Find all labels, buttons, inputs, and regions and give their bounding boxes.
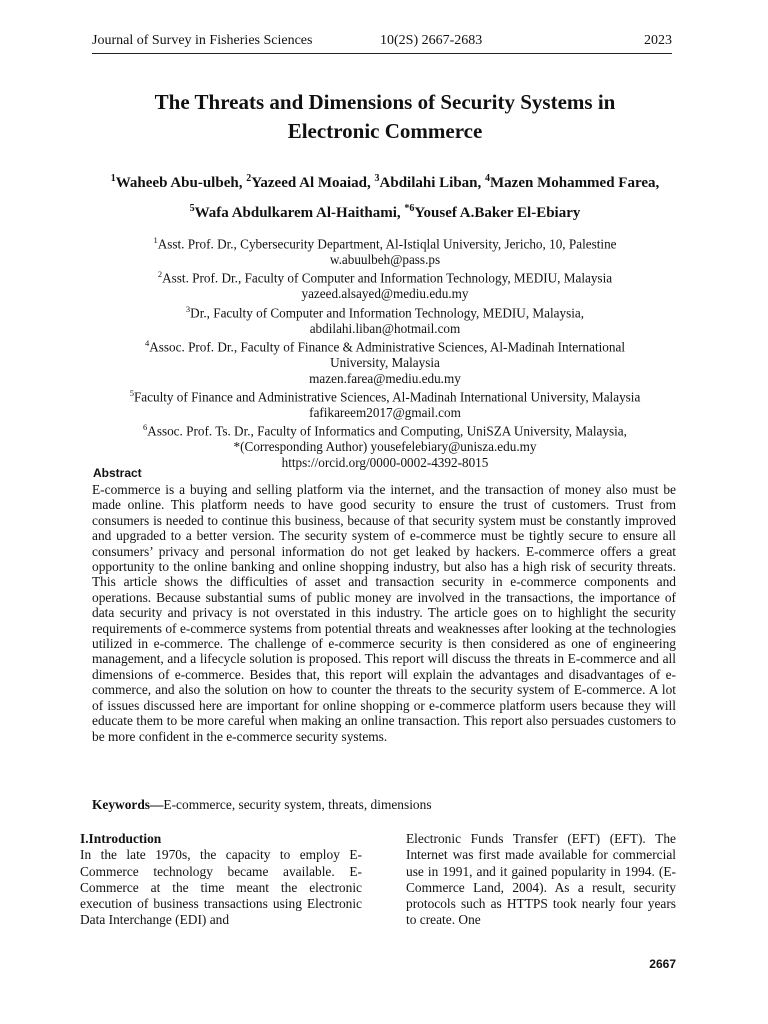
author-name: Wafa Abdulkarem Al-Haithami,: [194, 205, 405, 221]
affiliation-sup: 2: [157, 269, 163, 280]
affiliation-text: Dr., Faculty of Computer and Information Technology, MEDIU, Malaysia,: [190, 305, 585, 321]
affiliation-email: yazeed.alsayed@mediu.edu.my: [301, 286, 469, 302]
author-sup: 3: [374, 173, 380, 184]
publication-year: 2023: [644, 33, 672, 48]
title-line-1: The Threats and Dimensions of Security Systems in: [154, 90, 616, 114]
title-line-2: Electronic Commerce: [287, 119, 483, 143]
orcid-link[interactable]: https://orcid.org/0000-0002-4392-8015: [281, 454, 489, 470]
affiliation-sup: 6: [143, 422, 148, 433]
keywords-label: Keywords—: [92, 797, 164, 812]
running-header: [92, 33, 672, 54]
affiliation-list: [92, 233, 678, 470]
author-sup: 5: [189, 203, 195, 214]
affiliation-item: [92, 420, 678, 439]
abstract-text: E-commerce is a buying and selling platform via the internet, and the transaction of money also must be made online. This platform needs to have good security to ensure the trust of customers. Trust from consumers is needed to continue this business, because of that security system must be constantly improved and upgraded to a better version. The security system of e-commerce must be tightly secure to ensure all consumers’ privacy and personal information do not get leaked by hackers. E-commerce offers a great opportunity to the online banking and online shopping industry, but also has a high risk of security threats. This article shows the difficulties of asset and transaction security in e-commerce components and operations. Because substantial sums of public money are involved in the transactions, the importance of data security and privacy is not overstated in this industry. The article goes on to highlight the security requirements of e-commerce systems from potential threats and weaknesses after looking at the technologies utilized in e-commerce. The challenge of e-commerce security is then considered as one of engineering management, and a lifecycle solution is proposed. This report will discuss the threats in E-commerce and all dimensions of e-commerce. Besides that, this report will explain the advantages and disadvantages of e-commerce, and also the solution on how to counter the threats to the security system of E-commerce. A lot of issues discussed here are important for online shopping or e-commerce platform users because they will educate them to be more careful when making an online transaction. This report also persuades customers to be more confident in the e-commerce security systems.: [92, 482, 676, 744]
keywords-text: E-commerce, security system, threats, dimensions: [163, 797, 432, 812]
paper-title: [92, 88, 678, 146]
affiliation-email: abdilahi.liban@hotmail.com: [309, 320, 461, 336]
affiliation-text: Assoc. Prof. Ts. Dr., Faculty of Informatics and Computing, UniSZA University, Malaysia,: [147, 423, 627, 439]
affiliation-sup: 4: [144, 338, 150, 349]
affiliation-sup: 1: [153, 235, 158, 245]
page-number: 2667: [649, 957, 676, 971]
author-name: Yousef A.Baker El-Ebiary: [414, 205, 581, 221]
affiliation-text: Assoc. Prof. Dr., Faculty of Finance & Administrative Sciences, Al-Madinah International: [149, 339, 625, 355]
abstract-heading: Abstract: [93, 466, 142, 480]
affiliation-item: [92, 233, 678, 252]
affiliation-text: Faculty of Finance and Administrative Sciences, Al-Madinah International University, Malaysia: [133, 389, 641, 405]
affiliation-text: Asst. Prof. Dr., Faculty of Computer and Information Technology, MEDIU, Malaysia: [162, 270, 613, 286]
body-column-left: [80, 831, 362, 929]
affiliation-item: [92, 302, 678, 321]
affiliation-item: [92, 386, 678, 405]
author-sup: *6: [404, 203, 415, 214]
author-sup: 1: [110, 173, 116, 184]
author-list: [92, 166, 678, 226]
affiliation-email: mazen.farea@mediu.edu.my: [309, 370, 461, 386]
affiliation-item: [92, 336, 678, 355]
affiliation-text: Asst. Prof. Dr., Cybersecurity Department, Al-Istiqlal University, Jericho, 10, Palestine: [157, 236, 617, 252]
author-name: Waheeb Abu-ulbeh,: [115, 175, 247, 191]
journal-name: Journal of Survey in Fisheries Sciences: [92, 33, 313, 48]
author-sup: 2: [246, 173, 252, 184]
affiliation-sup: 3: [185, 303, 191, 314]
author-name: Abdilahi Liban,: [379, 175, 485, 191]
affiliation-item: [92, 267, 678, 286]
keywords-line: [92, 797, 676, 813]
author-line-2: [92, 196, 678, 226]
body-column-right: Electronic Funds Transfer (EFT) (EFT). The Internet was first made available for commercial use in 1991, and it gained popularity in 1994. (E-Commerce Land, 2004). As a result, security protocols such as HTTPS took nearly four years to create. One: [406, 831, 676, 928]
introduction-paragraph: In the late 1970s, the capacity to employ E-Commerce technology became available. E-Commerce at the time meant the electronic execution of business transactions using Electronic Data Interchange (EDI) and: [80, 847, 362, 928]
author-name: Yazeed Al Moaiad,: [251, 175, 375, 191]
volume-pages: 10(2S) 2667-2683: [380, 33, 483, 48]
affiliation-continuation: University, Malaysia: [330, 355, 440, 371]
author-sup: 4: [485, 173, 490, 184]
corresponding-author-email: *(Corresponding Author) yousefelebiary@unisza.edu.my: [233, 439, 537, 455]
section-heading-introduction: I.Introduction: [80, 831, 162, 846]
author-line-1: [92, 166, 678, 196]
affiliation-email: w.abuulbeh@pass.ps: [329, 251, 441, 267]
affiliation-sup: 5: [129, 388, 134, 399]
author-name: Mazen Mohammed Farea,: [490, 175, 660, 191]
affiliation-email: fafikareem2017@gmail.com: [309, 404, 461, 420]
